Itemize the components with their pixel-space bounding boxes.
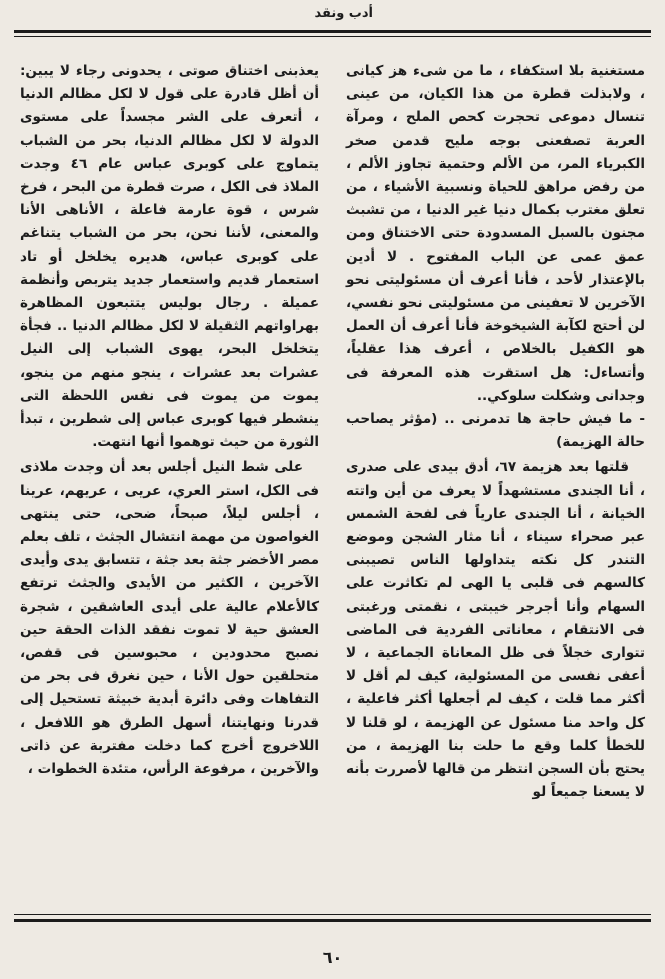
header-rule-thin <box>14 36 651 37</box>
paragraph: مستغنية بلا استكفاء ، ما من شىء هز كيانى ، ولابذلت قطرة من هذا الكيان، من عينى تنسال دموعى تحجرت كحص الملح ، ومرآة العربة تصفعنى بوجه مليح قدمن صخر الكبرياء المر، من الألم وحتمية تجاوز الألم ، من رفض مراهق للحياة ونسبية الأشياء ، من تعلق مغترب بكمال دنيا غير الدنيا ، من تشبث مجنون بالسبل المسدودة حتى الاختناق ومن عمق عمى عن الباب المفتوح . لا أدين بالإعتذار لأحد ، فأنا أعرف أن مسئوليتى نحو الآخرين لا تعفينى من مسئوليتى نحو نفسي، لن أحتج لكآبة الشيخوخة فأنا أعرف أن العمل هو الكفيل بالخلاص ، أعرف هذا عقلياً، وأتساءل: هل استقرت هذه المعرفة فى وجدانى وشكلت سلوكي.. <box>346 63 645 404</box>
page-number: ٦٠ <box>322 948 343 967</box>
footer-rule-thick <box>14 919 651 922</box>
left-column <box>346 60 645 908</box>
header-rule-thick <box>14 30 651 33</box>
dialogue-line: - ما فيش حاجة ها تدمرنى .. (مؤثر يصاحب حالة الهزيمة) <box>346 411 645 451</box>
paragraph: على شط النيل أجلس بعد أن وجدت ملاذى فى الكل، استر العري، عريى ، عريهم، عرينا ، أجلس ليلاً، صبحاً، ضحى، حتى ينتهى الغواصون من مهمة انتشال الجثث ، تلف بعلم مصر الأخضر جثة بعد جثة ، تتسابق يدى وأيدى الآخرين ، الكثير من الأيدى والجثث ترتفع كالأعلام عالية على أيدى العاشقين ، شجرة العشق حية لا تموت نفقد الذات الحقة حين نصبح محدودين ، محبوسين فى قفص، متحلقين حول الأنا ، حين نغرق فى بحر من التفاهات وفى دائرة أبدية خبيثة تستحيل إلى قدرنا ونهايتنا، أسهل الطرق هو اللافعل ، اللاخروج أخرج كما دخلت مفتربة عن ذاتى والآخرين ، مرفوعة الرأس، متئدة الخطوات ، <box>20 459 319 778</box>
right-column <box>20 60 319 908</box>
footer-rule-thin <box>14 914 651 915</box>
paragraph: يعذبنى اختناق صوتى ، يحدونى رجاء لا يبين: أن أظل قادرة على قول لا لكل مظالم الدنيا ، أتعرف على الشر مجسداً على مستوى الدولة لا لكل مظالم الدنيا، بحر من الشباب يتماوج على كوبرى عباس عام ٤٦ وجدت الملاذ فى الكل ، صرت قطرة من البحر ، فرخ شرس ، قوة عارمة فاعلة ، الأناهى الأنا والمعنى، لأننا نحن، بحر من الشباب يتناغم على كوبرى عباس، هديره يخلخل أو تاد استعمار قديم واستعمار جديد يتربص وأنظمة عميلة . رجال بوليس يتتبعون المظاهرة بهراواتهم الثقيلة لا لكل مظالم الدنيا .. فجأة يتخلخل البحر، يهوى الشباب إلى النيل عشرات بعد عشرات ، ينجو منهم من ينجو، يموت من يموت فى نفس اللحظة التى ينشطر فيها كوبرى عباس إلى شطرين ، تبدأ الثورة من حيث توهموا أنها انتهت. <box>20 63 319 451</box>
page-header <box>0 0 665 44</box>
section-title: أدب ونقد <box>314 6 373 21</box>
paragraph: قلتها بعد هزيمة ٦٧، أدق بيدى على صدرى ، أنا الجندى مستشهداً لا يعرف من أين واتته الخيانة ، أنا الجندى عارياً فى لفحة الشمس عبر صحراء سيناء ، أنا مثار الشجن وموضع التندر كل نكته يتداولها الناس تصيبنى كالسهم فى قلبى يا الهى لم تكاثرت على السهام وأنا أجرجر خيبتى ، نقمتى ورغبتى فى الانتقام ، معاناتى الفردية فى الماضى تتوارى خجلاً فى ظل المعاناة الجماعية ، لا أعفى نفسى من المسئولية، كيف لم أقل لا أكثر مما قلت ، كيف لم أجعلها أكثر فاعلية ، كل واحد منا مسئول عن الهزيمة ، لو قلنا لا للخطأ كلما وقع ما حلت بنا الهزيمة ، من يحتج بأن السجن انتظر من قالها لأصررت بأنه لا يسعنا جميعاً لو <box>346 459 645 801</box>
article-columns <box>20 60 645 908</box>
